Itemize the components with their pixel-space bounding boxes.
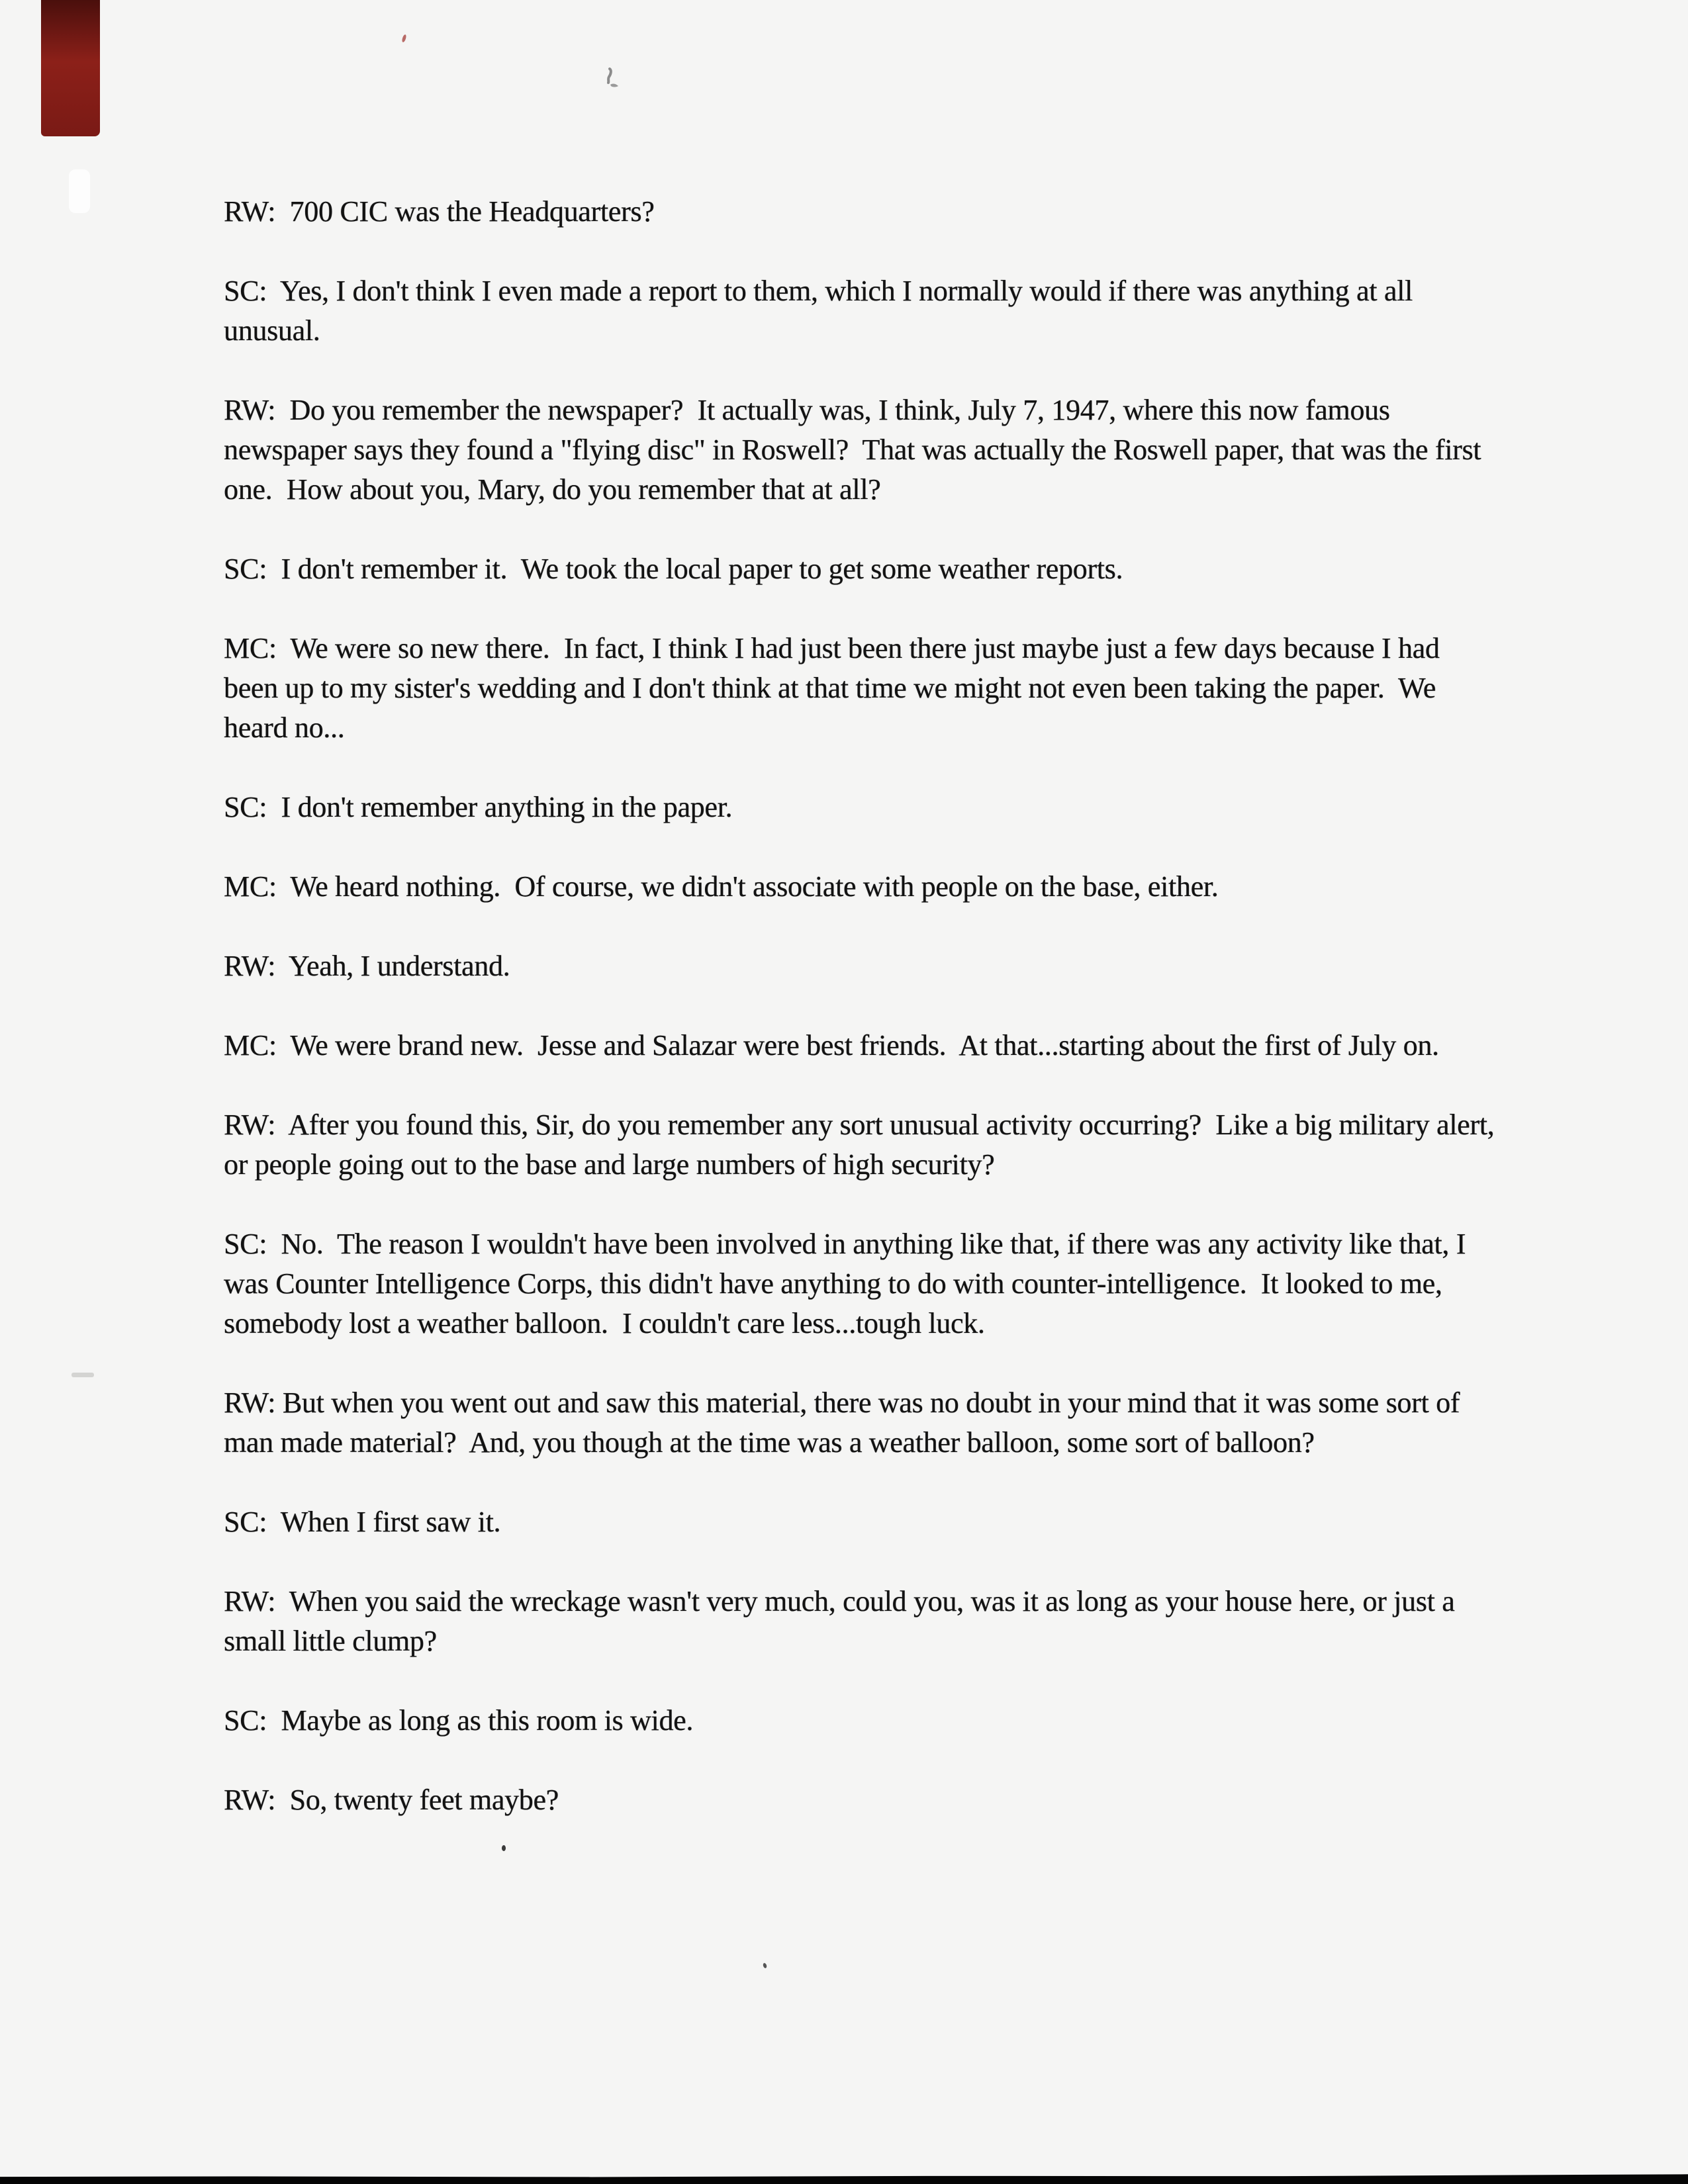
scan-speck-red <box>401 34 406 43</box>
scan-squiggle-mark <box>602 68 625 91</box>
transcript-body <box>224 192 1502 1860</box>
transcript-paragraph: MC: We were so new there. In fact, I think I had just been there just maybe just a few days because I had been up to my sister's wedding and I don't think at that time we might not even been taking the paper. We heard no... <box>224 632 1447 744</box>
transcript-paragraph: MC: We were brand new. Jesse and Salazar were best friends. At that...starting about the first of July on. <box>224 1029 1439 1062</box>
transcript-paragraph: SC: I don't remember it. We took the local paper to get some weather reports. <box>224 553 1123 585</box>
transcript-paragraph: SC: When I first saw it. <box>224 1506 501 1538</box>
transcript-paragraph: RW: Yeah, I understand. <box>224 950 510 982</box>
transcript-paragraph: RW: So, twenty feet maybe? <box>224 1784 559 1816</box>
transcript-paragraph: RW: 700 CIC was the Headquarters? <box>224 195 655 228</box>
scan-streak-light <box>69 169 90 213</box>
transcript-paragraph: SC: No. The reason I wouldn't have been involved in anything like that, if there was any activity like that, I was Counter Intelligence Corps, this didn't have anything to do with counter-intelligence. It looked to me, somebody lost a weather balloon. I couldn't care less...tough luck. <box>224 1228 1473 1340</box>
transcript-paragraph: RW: But when you went out and saw this material, there was no doubt in your mind that it was some sort of man made material? And, you though at the time was a weather balloon, some sort of balloon? <box>224 1387 1467 1459</box>
scan-dash-faint <box>71 1373 94 1377</box>
scan-artifact-top-left-red-bar <box>41 0 100 136</box>
transcript-paragraph: SC: Yes, I don't think I even made a report to them, which I normally would if there was anything at all unusual. <box>224 275 1420 347</box>
transcript-paragraph: SC: I don't remember anything in the paper. <box>224 791 733 823</box>
scan-dot-small-2 <box>763 1962 767 1968</box>
scan-artifact-bottom-bar <box>0 2173 1688 2184</box>
transcript-paragraph: MC: We heard nothing. Of course, we didn't associate with people on the base, either. <box>224 870 1219 903</box>
transcript-paragraph: RW: When you said the wreckage wasn't very much, could you, was it as long as your house here, or just a small little clump? <box>224 1585 1462 1657</box>
transcript-paragraph: RW: After you found this, Sir, do you remember any sort unusual activity occurring? Like a big military alert, or people going out to the base and large numbers of high security? <box>224 1109 1502 1181</box>
transcript-paragraph: SC: Maybe as long as this room is wide. <box>224 1704 694 1737</box>
transcript-paragraph: RW: Do you remember the newspaper? It actually was, I think, July 7, 1947, where this now famous newspaper says they found a "flying disc" in Roswell? That was actually the Roswell paper, that was the first one. How about you, Mary, do you remember that at all? <box>224 394 1488 506</box>
